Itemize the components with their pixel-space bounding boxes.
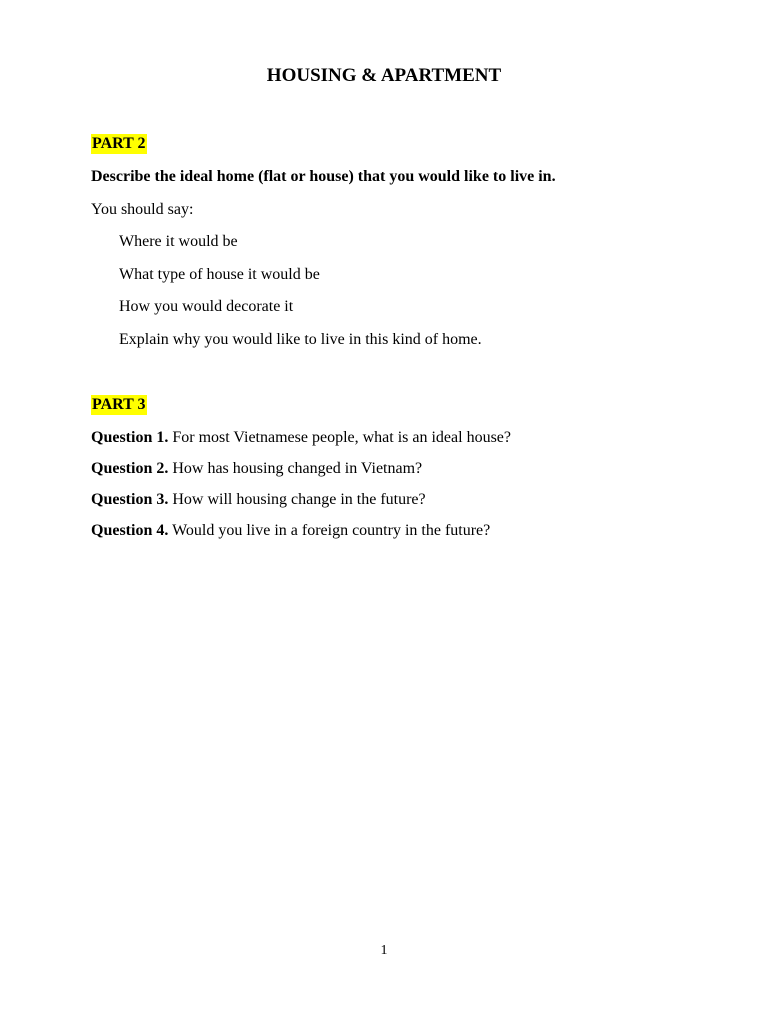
document-title: HOUSING & APARTMENT (266, 65, 502, 86)
question-3-text: How will housing change in the future? (172, 491, 426, 508)
question-4-label: Question 4. (91, 522, 169, 539)
part-2-heading: PART 2 (92, 135, 146, 152)
part-2-point-3: How you would decorate it (119, 298, 294, 315)
question-1-text: For most Vietnamese people, what is an ideal house? (172, 429, 512, 446)
question-1 (91, 428, 511, 448)
question-2-label: Question 2. (91, 460, 169, 477)
part-2-prompt: Describe the ideal home (flat or house) that you would like to live in. (91, 168, 556, 185)
question-3 (91, 490, 426, 510)
part-2-point-2: What type of house it would be (119, 266, 320, 283)
question-2-text: How has housing changed in Vietnam? (172, 460, 423, 477)
question-1-label: Question 1. (91, 429, 169, 446)
question-2 (91, 459, 422, 479)
question-4-text: Would you live in a foreign country in the future? (172, 522, 491, 539)
question-3-label: Question 3. (91, 491, 169, 508)
part-2-point-1: Where it would be (119, 233, 238, 250)
part-2-intro: You should say: (91, 201, 194, 218)
part-2-point-4: Explain why you would like to live in this kind of home. (119, 331, 482, 348)
question-4 (91, 521, 490, 541)
part-3-heading: PART 3 (92, 396, 146, 413)
page-number: 1 (380, 943, 388, 958)
